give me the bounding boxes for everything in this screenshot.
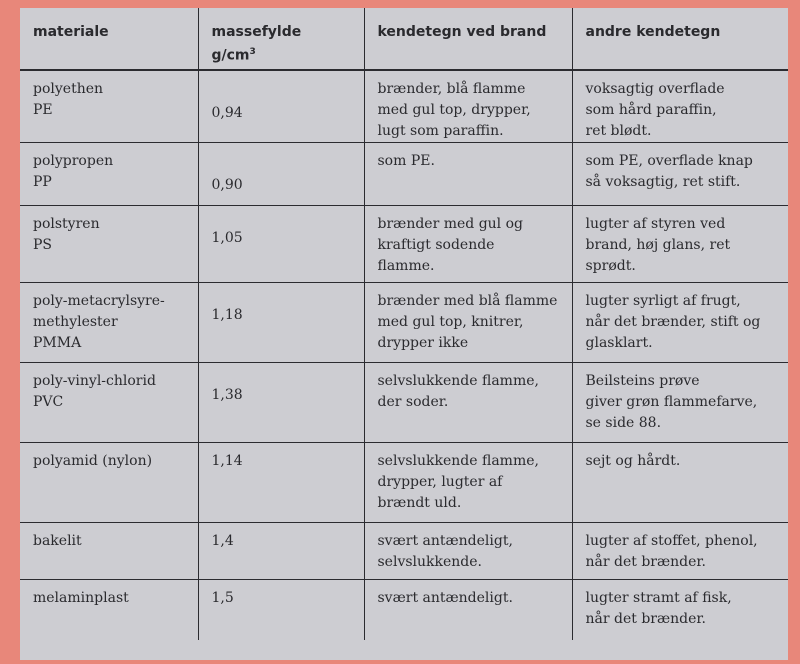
header-other — [572, 8, 788, 70]
header-material — [20, 8, 198, 70]
burning-line: der soder. — [377, 394, 449, 410]
other-line: ret blødt. — [585, 123, 652, 139]
burning-line: selvslukkende flamme, — [377, 453, 539, 469]
other-line: når det brænder. — [585, 554, 707, 570]
density-cell — [198, 443, 364, 523]
material-name: melaminplast — [33, 590, 129, 606]
material-name: poly-metacrylsyre- — [33, 293, 165, 309]
density-cell — [198, 363, 364, 443]
burning-line: svært antændeligt, — [377, 533, 513, 549]
other-line: giver grøn flammefarve, — [585, 394, 758, 410]
table-row — [20, 363, 788, 443]
other-cell — [572, 443, 788, 523]
table-row — [20, 580, 788, 640]
other-line: når det brænder, stift og — [585, 314, 761, 330]
density-cell — [198, 206, 364, 283]
header-other-label: andre kendetegn — [585, 24, 721, 40]
other-cell — [572, 523, 788, 580]
density-cell — [198, 523, 364, 580]
burning-cell — [364, 143, 572, 206]
density-value: 1,14 — [211, 453, 243, 469]
material-name: polyamid (nylon) — [33, 453, 153, 469]
other-line: som hård paraffin, — [585, 102, 717, 118]
burning-line: brændt uld. — [377, 495, 462, 511]
density-cell — [198, 70, 364, 143]
other-line: som PE, overflade knap — [585, 153, 753, 169]
material-cell — [20, 523, 198, 580]
other-line: lugter af stoffet, phenol, — [585, 533, 758, 549]
material-cell — [20, 70, 198, 143]
material-abbreviation: PE — [33, 102, 53, 118]
other-line: sejt og hårdt. — [585, 453, 681, 469]
density-unit-exponent: 3 — [249, 47, 256, 57]
burning-cell — [364, 443, 572, 523]
other-line: se side 88. — [585, 415, 662, 431]
density-value: 0,90 — [211, 177, 243, 193]
burning-line: flamme. — [377, 258, 435, 274]
material-name: polypropen — [33, 153, 114, 169]
other-line: lugter syrligt af frugt, — [585, 293, 741, 309]
burning-line: kraftigt sodende — [377, 237, 495, 253]
burning-line: svært antændeligt. — [377, 590, 513, 606]
density-cell — [198, 143, 364, 206]
burning-line: selvslukkende. — [377, 554, 483, 570]
burning-cell — [364, 206, 572, 283]
table-header-row — [20, 8, 788, 70]
material-abbreviation: PS — [33, 237, 53, 253]
table-row — [20, 283, 788, 363]
other-line: lugter af styren ved — [585, 216, 726, 232]
material-abbreviation: PP — [33, 174, 52, 190]
material-cell — [20, 443, 198, 523]
burning-line: med gul top, drypper, — [377, 102, 531, 118]
density-cell — [198, 283, 364, 363]
other-line: glasklart. — [585, 335, 653, 351]
other-line: når det brænder. — [585, 611, 707, 627]
density-unit-base: g/cm — [211, 47, 250, 64]
document-page — [20, 8, 788, 660]
material-name: polyethen — [33, 81, 104, 97]
material-cell — [20, 143, 198, 206]
burning-cell — [364, 363, 572, 443]
header-material-label: materiale — [33, 24, 109, 40]
burning-line: brænder med blå flamme — [377, 293, 558, 309]
burning-line: drypper, lugter af — [377, 474, 503, 490]
other-line: lugter stramt af fisk, — [585, 590, 732, 606]
burning-line: drypper ikke — [377, 335, 469, 351]
material-name: polstyren — [33, 216, 100, 232]
other-line: voksagtig overflade — [585, 81, 725, 97]
density-cell — [198, 580, 364, 640]
other-cell — [572, 143, 788, 206]
burning-line: selvslukkende flamme, — [377, 373, 539, 389]
table-row — [20, 523, 788, 580]
density-value: 0,94 — [211, 105, 243, 121]
other-cell — [572, 70, 788, 143]
table-row — [20, 70, 788, 143]
burning-line: brænder med gul og — [377, 216, 523, 232]
burning-cell — [364, 580, 572, 640]
material-cell — [20, 283, 198, 363]
density-value: 1,5 — [211, 590, 234, 606]
density-value: 1,4 — [211, 533, 234, 549]
other-cell — [572, 580, 788, 640]
material-cell — [20, 580, 198, 640]
burning-line: med gul top, knitrer, — [377, 314, 524, 330]
material-name: poly-vinyl-chlorid — [33, 373, 156, 389]
header-density-label: massefylde — [211, 24, 302, 40]
other-line: Beilsteins prøve — [585, 373, 700, 389]
density-value: 1,18 — [211, 307, 243, 323]
other-line: så voksagtig, ret stift. — [585, 174, 741, 190]
density-value: 1,05 — [211, 230, 243, 246]
burning-line: brænder, blå flamme — [377, 81, 526, 97]
other-cell — [572, 363, 788, 443]
table-row — [20, 443, 788, 523]
burning-cell — [364, 523, 572, 580]
header-burning-label: kendetegn ved brand — [377, 24, 547, 40]
material-abbreviation: PVC — [33, 394, 64, 410]
plastics-table — [20, 8, 788, 640]
other-cell — [572, 206, 788, 283]
material-abbreviation: PMMA — [33, 335, 82, 351]
material-cell — [20, 363, 198, 443]
material-cell — [20, 206, 198, 283]
burning-line: som PE. — [377, 153, 435, 169]
burning-cell — [364, 283, 572, 363]
burning-line: lugt som paraffin. — [377, 123, 504, 139]
table-row — [20, 143, 788, 206]
other-line: brand, høj glans, ret — [585, 237, 731, 253]
table-row — [20, 206, 788, 283]
material-name: methylester — [33, 314, 118, 330]
other-cell — [572, 283, 788, 363]
header-density-unit — [212, 42, 364, 66]
other-line: sprødt. — [585, 258, 636, 274]
header-burning — [364, 8, 572, 70]
material-name: bakelit — [33, 533, 82, 549]
density-value: 1,38 — [211, 387, 243, 403]
header-density — [198, 8, 364, 70]
burning-cell — [364, 70, 572, 143]
